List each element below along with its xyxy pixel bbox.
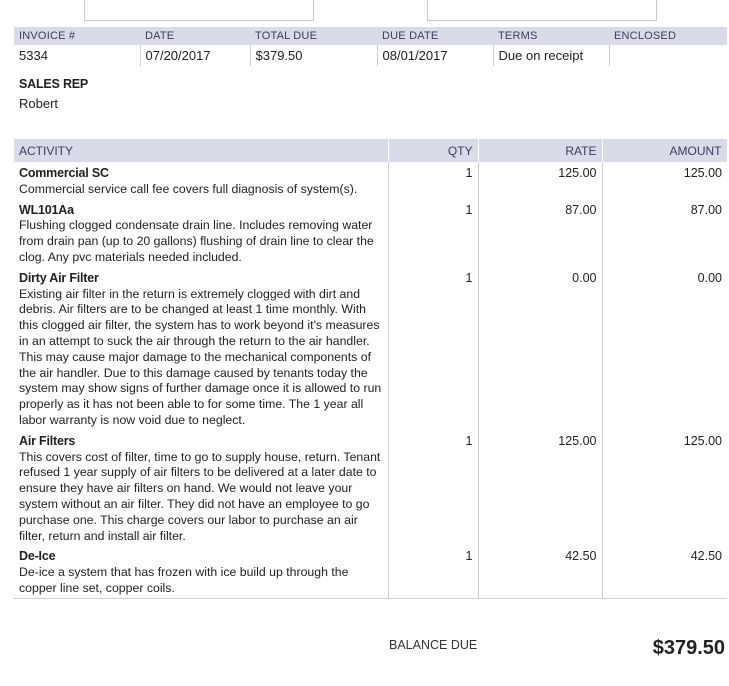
activity-cell <box>14 430 388 546</box>
qty-cell: 1 <box>388 545 478 598</box>
activity-table-header <box>14 139 727 162</box>
activity-cell <box>14 162 388 199</box>
invoice-info-row <box>14 45 727 66</box>
amount-cell: 42.50 <box>602 545 727 598</box>
amount-cell: 87.00 <box>690 202 722 217</box>
qty-cell: 1 <box>388 199 478 267</box>
enclosed-value <box>609 45 727 66</box>
amount-header: AMOUNT <box>602 139 727 162</box>
item-description: Flushing clogged condensate drain line. Includes removing water from drain pan (up to 20 gallons) flushing of drain line to clear the clog. Any pvc materials needed included. <box>19 218 374 264</box>
table-row <box>14 267 727 430</box>
due-date-header: DUE DATE <box>377 27 493 45</box>
qty-cell: 1 <box>388 162 478 199</box>
address-box-right <box>427 0 657 21</box>
table-row <box>14 430 727 546</box>
activity-table <box>14 139 728 599</box>
sales-rep-label: SALES REP <box>19 77 89 91</box>
date-header: DATE <box>140 27 250 45</box>
invoice-info-header <box>14 27 727 45</box>
amount-cell: 125.00 <box>683 166 722 180</box>
item-description: This covers cost of filter, time to go to supply house, return. Tenant refused 1 year supply of air filters to be delivered at a later date to ensure they have air filters on hand. We would not leave your system without an air filter. They did not have an employee to go purchase one. This charge covers our labor to purchase an air filter, return and install air filter. <box>19 449 381 543</box>
item-name: Air Filters <box>19 433 76 448</box>
sales-rep-value: Robert <box>19 96 59 111</box>
rate-cell: 0.00 <box>478 267 602 430</box>
sales-rep <box>19 77 88 111</box>
amount-cell: 0.00 <box>697 270 722 285</box>
balance-due-label: BALANCE DUE <box>389 638 478 652</box>
address-box-left <box>84 0 314 21</box>
terms-value: Due on receipt <box>493 45 609 66</box>
invoice-number-value: 5334 <box>14 45 140 66</box>
invoice-info-table <box>14 27 727 66</box>
rate-cell: 87.00 <box>478 199 602 267</box>
rate-cell: 42.50 <box>478 545 602 598</box>
activity-header: ACTIVITY <box>14 139 388 162</box>
item-name: De-Ice <box>19 549 56 564</box>
activity-cell <box>14 545 388 598</box>
qty-cell: 1 <box>388 430 478 546</box>
rate-header: RATE <box>478 139 602 162</box>
item-name: Commercial SC <box>19 166 109 180</box>
item-name: WL101Aa <box>19 202 74 217</box>
activity-cell <box>14 267 388 430</box>
table-row <box>14 545 727 598</box>
date-value: 07/20/2017 <box>140 45 250 66</box>
invoice-number-header: INVOICE # <box>14 27 140 45</box>
total-due-header: TOTAL DUE <box>250 27 377 45</box>
terms-header: TERMS <box>493 27 609 45</box>
rate-cell: 125.00 <box>478 162 602 199</box>
table-row <box>14 199 727 267</box>
amount-cell: 125.00 <box>683 433 722 448</box>
item-description: Commercial service call fee covers full diagnosis of system(s). <box>19 181 358 196</box>
item-name: Dirty Air Filter <box>19 270 99 285</box>
enclosed-header: ENCLOSED <box>609 27 727 45</box>
item-description: Existing air filter in the return is extremely clogged with dirt and debris. Air filters are to be changed at least 1 time monthly. With this clogged air filter, the system has to work beyond it's measures in an attempt to suck the air through the return to the air handler. This may cause major damage to the mechanical components of the air handler. Due to this damage caused by tenants today the system may show signs of further damage once it is allowed to run properly as it has not been able to for some time. The 1 year all labor warranty is now void due to neglect. <box>19 286 382 427</box>
table-row <box>14 162 727 199</box>
item-description: De-ice a system that has frozen with ice build up through the copper line set, copper coils. <box>19 565 349 595</box>
qty-cell: 1 <box>388 267 478 430</box>
balance-due-value: $379.50 <box>652 637 725 659</box>
activity-cell <box>14 199 388 267</box>
qty-header: QTY <box>388 139 478 162</box>
total-due-value: $379.50 <box>250 45 377 66</box>
due-date-value: 08/01/2017 <box>377 45 493 66</box>
rate-cell: 125.00 <box>478 430 602 546</box>
